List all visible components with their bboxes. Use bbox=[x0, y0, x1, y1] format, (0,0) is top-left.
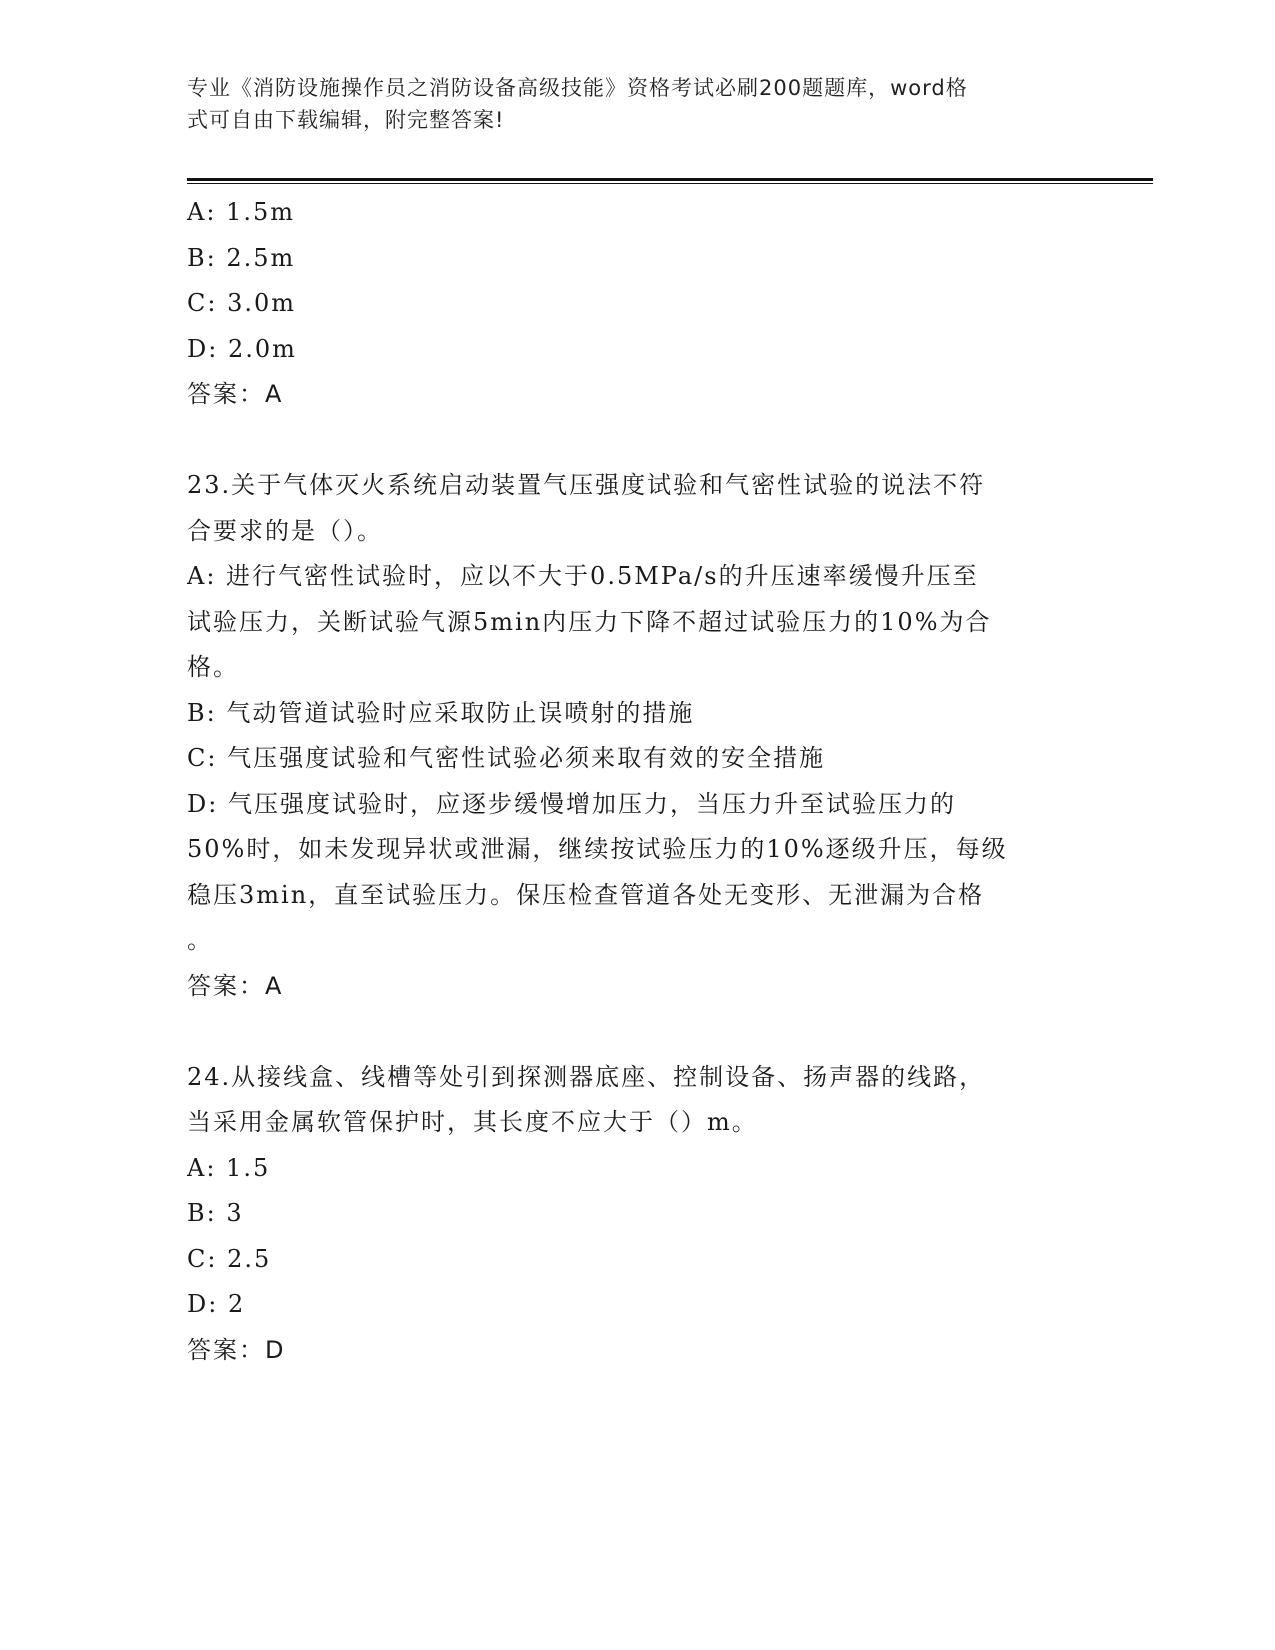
header-line-2: 式可自由下载编辑，附完整答案! bbox=[187, 108, 505, 132]
question-gap bbox=[187, 1009, 1077, 1055]
question-stem-line: 合要求的是（）。 bbox=[187, 516, 383, 545]
question-22 bbox=[187, 190, 1077, 418]
option-b: B: 气动管道试验时应采取防止误喷射的措施 bbox=[187, 698, 695, 727]
option-d-line: 50%时，如未发现异状或泄漏，继续按试验压力的10%逐级升压，每级 bbox=[187, 835, 1008, 863]
option-d: D: 2.0m bbox=[187, 334, 297, 363]
header-rule-thin bbox=[187, 183, 1153, 184]
option-b: B: 3 bbox=[187, 1199, 244, 1227]
option-c: C: 气压强度试验和气密性试验必须来取有效的安全措施 bbox=[187, 744, 826, 772]
answer: 答案：D bbox=[187, 1335, 286, 1364]
option-c: C: 2.5 bbox=[187, 1244, 272, 1273]
option-c: C: 3.0m bbox=[187, 289, 297, 317]
option-a: A: 1.5 bbox=[187, 1153, 271, 1182]
option-a-line: A: 进行气密性试验时，应以不大于0.5MPa/s的升压速率缓慢升压至 bbox=[187, 562, 979, 590]
header-line-1: 专业《消防设施操作员之消防设备高级技能》资格考试必刷200题题库，word格 bbox=[187, 76, 968, 100]
question-gap bbox=[187, 418, 1077, 464]
header-rule bbox=[187, 178, 1153, 181]
answer: 答案：A bbox=[187, 971, 284, 1000]
option-d-line: D: 气压强度试验时，应逐步缓慢增加压力，当压力升至试验压力的 bbox=[187, 789, 956, 818]
answer: 答案：A bbox=[187, 380, 284, 408]
option-a-line: 格。 bbox=[187, 653, 239, 681]
question-23 bbox=[187, 463, 1077, 1009]
option-d: D: 2 bbox=[187, 1290, 246, 1318]
option-a-line: 试验压力，关断试验气源5min内压力下降不超过试验压力的10%为合 bbox=[187, 607, 992, 636]
option-d-line: 。 bbox=[187, 926, 213, 954]
question-stem-line: 23.关于气体灭火系统启动装置气压强度试验和气密性试验的说法不符 bbox=[187, 471, 986, 499]
option-a: A: 1.5m bbox=[187, 198, 295, 226]
option-b: B: 2.5m bbox=[187, 243, 296, 272]
question-content bbox=[187, 190, 1077, 1373]
option-d-line: 稳压3min，直至试验压力。保压检查管道各处无变形、无泄漏为合格 bbox=[187, 880, 985, 909]
question-stem-line: 当采用金属软管保护时，其长度不应大于（）m。 bbox=[187, 1108, 758, 1136]
document-header bbox=[187, 72, 1067, 136]
question-stem-line: 24.从接线盒、线槽等处引到探测器底座、控制设备、扬声器的线路， bbox=[187, 1062, 986, 1091]
question-24 bbox=[187, 1055, 1077, 1374]
